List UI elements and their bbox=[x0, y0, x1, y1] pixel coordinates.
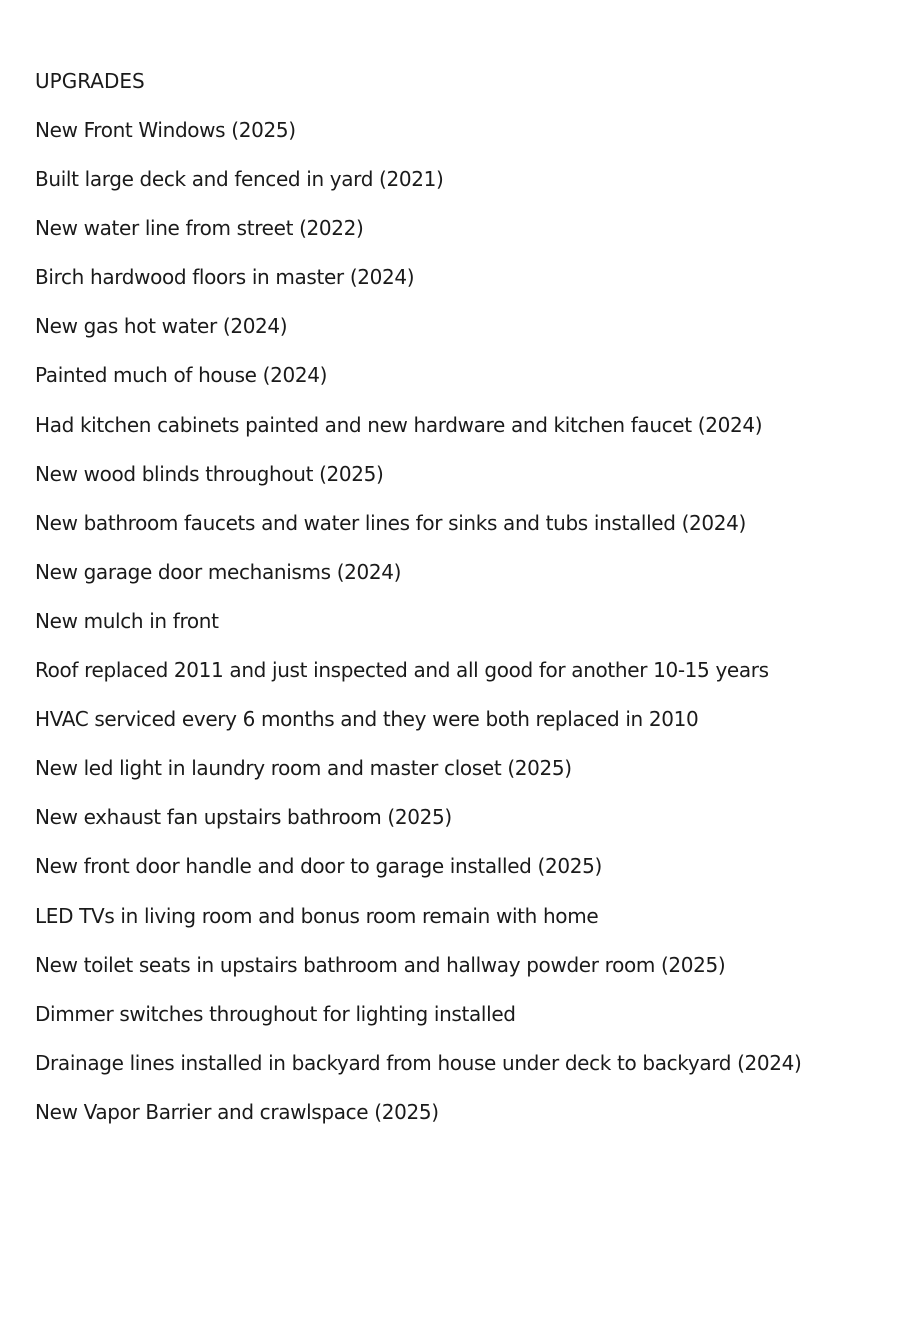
list-item: New water line from street (2022) bbox=[35, 216, 364, 241]
list-item: Had kitchen cabinets painted and new hardware and kitchen faucet (2024) bbox=[35, 412, 763, 437]
list-item: New front door handle and door to garage installed (2025) bbox=[35, 854, 602, 879]
list-item: New bathroom faucets and water lines for sinks and tubs installed (2024) bbox=[35, 510, 747, 535]
section-heading: UPGRADES bbox=[35, 69, 145, 93]
list-item: Drainage lines installed in backyard from house under deck to backyard (2024) bbox=[35, 1050, 802, 1075]
list-item: Dimmer switches throughout for lighting installed bbox=[35, 1001, 516, 1026]
list-item: New gas hot water (2024) bbox=[35, 314, 288, 339]
list-item: New garage door mechanisms (2024) bbox=[35, 559, 402, 584]
list-item: Roof replaced 2011 and just inspected and all good for another 10-15 years bbox=[35, 658, 769, 683]
list-item: HVAC serviced every 6 months and they were both replaced in 2010 bbox=[35, 707, 699, 732]
list-item: New exhaust fan upstairs bathroom (2025) bbox=[35, 805, 452, 830]
list-item: New led light in laundry room and master closet (2025) bbox=[35, 756, 572, 781]
document-page bbox=[35, 66, 885, 1146]
list-item: Birch hardwood floors in master (2024) bbox=[35, 265, 415, 290]
list-item: New wood blinds throughout (2025) bbox=[35, 461, 384, 486]
list-item: Built large deck and fenced in yard (2021) bbox=[35, 167, 444, 192]
upgrades-list bbox=[35, 115, 885, 1127]
list-item: LED TVs in living room and bonus room remain with home bbox=[35, 903, 599, 928]
list-item: Painted much of house (2024) bbox=[35, 363, 328, 388]
list-item: New Vapor Barrier and crawlspace (2025) bbox=[35, 1099, 439, 1124]
list-item: New toilet seats in upstairs bathroom and hallway powder room (2025) bbox=[35, 952, 726, 977]
list-item: New mulch in front bbox=[35, 608, 219, 633]
list-item: New Front Windows (2025) bbox=[35, 118, 296, 142]
